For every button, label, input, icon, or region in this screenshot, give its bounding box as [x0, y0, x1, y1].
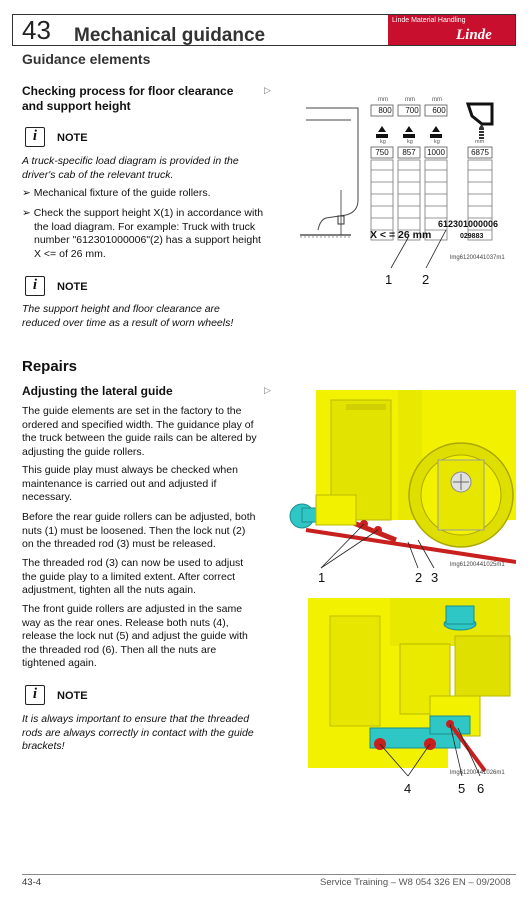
callout-1: 1 — [385, 272, 393, 287]
repairs-heading: Repairs — [22, 358, 78, 375]
image-id: lmg61200441026m1 — [450, 770, 505, 776]
lateral-guide-heading: Adjusting the lateral guide — [22, 384, 173, 398]
note-label: NOTE — [57, 690, 88, 702]
callout-5: 5 — [458, 781, 466, 796]
paragraph: This guide play must always be checked when maintenance is carried out and adjusted if necessary. — [22, 464, 238, 503]
brand-tagline: Linde Material Handling — [392, 17, 466, 24]
load-value: 6875 — [471, 148, 489, 157]
section-title: Guidance elements — [22, 51, 151, 67]
front-guide-rollers-figure — [300, 596, 516, 781]
load-value: 750 — [375, 148, 389, 157]
brand-logo: Linde — [456, 27, 492, 43]
callout-4: 4 — [404, 781, 412, 796]
unit-label: mm — [432, 97, 442, 103]
paragraph: The front guide rollers are adjusted in the same way as the rear ones. Release both nuts (4), release the lock nut (5) and adjust the guide with the threaded rod (6). Then all the nuts are tightened again. — [22, 603, 248, 669]
paragraph: The threaded rod (3) can now be used to adjust the guide play to a limited extent. After correct adjustment, tighten all the nuts again. — [22, 557, 244, 596]
image-id: lmg61200441037m1 — [450, 255, 505, 261]
note-label: NOTE — [57, 281, 88, 293]
load-value: 1000 — [427, 148, 445, 157]
kg-label: kg — [380, 139, 386, 145]
callout-2: 2 — [415, 570, 423, 585]
figure-pointer-icon: ▷ — [264, 85, 271, 95]
info-icon: i — [25, 276, 45, 296]
truck-number: 612301000006 — [438, 219, 499, 229]
height-value: 700 — [405, 106, 419, 115]
kg-label: kg — [434, 139, 440, 145]
note-label: NOTE — [57, 132, 88, 144]
paragraph: Before the rear guide rollers can be adjusted, both nuts (1) must be loosened. Then the lock nut (2) on the threaded rod (3) must be released. — [22, 511, 256, 550]
note-text: A truck-specific load diagram is provided in the driver's cab of the relevant truck. — [22, 155, 239, 181]
paragraph: The guide elements are set in the factory to the ordered and specified width. The guidance play of the truck between the guide rails can be altered by adjusting the guide rollers. — [22, 405, 257, 458]
height-value: 600 — [432, 106, 446, 115]
checking-heading: Checking process for floor clearance and support height — [22, 84, 234, 113]
callout-3: 3 — [431, 570, 439, 585]
callout-6: 6 — [477, 781, 485, 796]
support-height-label: X < = 26 mm — [370, 229, 432, 241]
bullet-item: ➢ Check the support height X(1) in accordance with the load diagram. For example: Truck with truck number "612301000006"(2) has a support height X <= of 26 mm. — [22, 207, 264, 260]
note-text: The support height and floor clearance are reduced over time as a result of worn wheels! — [22, 303, 234, 329]
figure-pointer-icon: ▷ — [264, 385, 271, 395]
load-value: 857 — [402, 148, 416, 157]
truck-code: 029883 — [460, 233, 484, 240]
rear-guide-rollers-figure — [286, 390, 516, 575]
unit-label: mm — [405, 97, 415, 103]
chapter-title: Mechanical guidance — [74, 25, 266, 46]
bullet-item: ➢ Mechanical fixture of the guide rollers. — [22, 187, 211, 199]
page-number: 43-4 — [22, 877, 42, 888]
note-text: It is always important to ensure that the threaded rods are always correctly in contact with the guide brackets! — [22, 713, 254, 752]
unit-label: mm — [378, 97, 388, 103]
info-icon: i — [25, 685, 45, 705]
callout-2: 2 — [422, 272, 430, 287]
footer-divider — [22, 874, 516, 875]
chapter-number: 43 — [22, 15, 51, 45]
callout-1: 1 — [318, 570, 326, 585]
footer-document-info: Service Training – W8 054 326 EN – 09/2008 — [320, 877, 511, 888]
image-id: lmg61200441025m1 — [450, 562, 505, 568]
kg-label: kg — [407, 139, 413, 145]
info-icon: i — [25, 127, 45, 147]
height-value: 800 — [378, 106, 392, 115]
mm-label: mm — [475, 139, 485, 145]
